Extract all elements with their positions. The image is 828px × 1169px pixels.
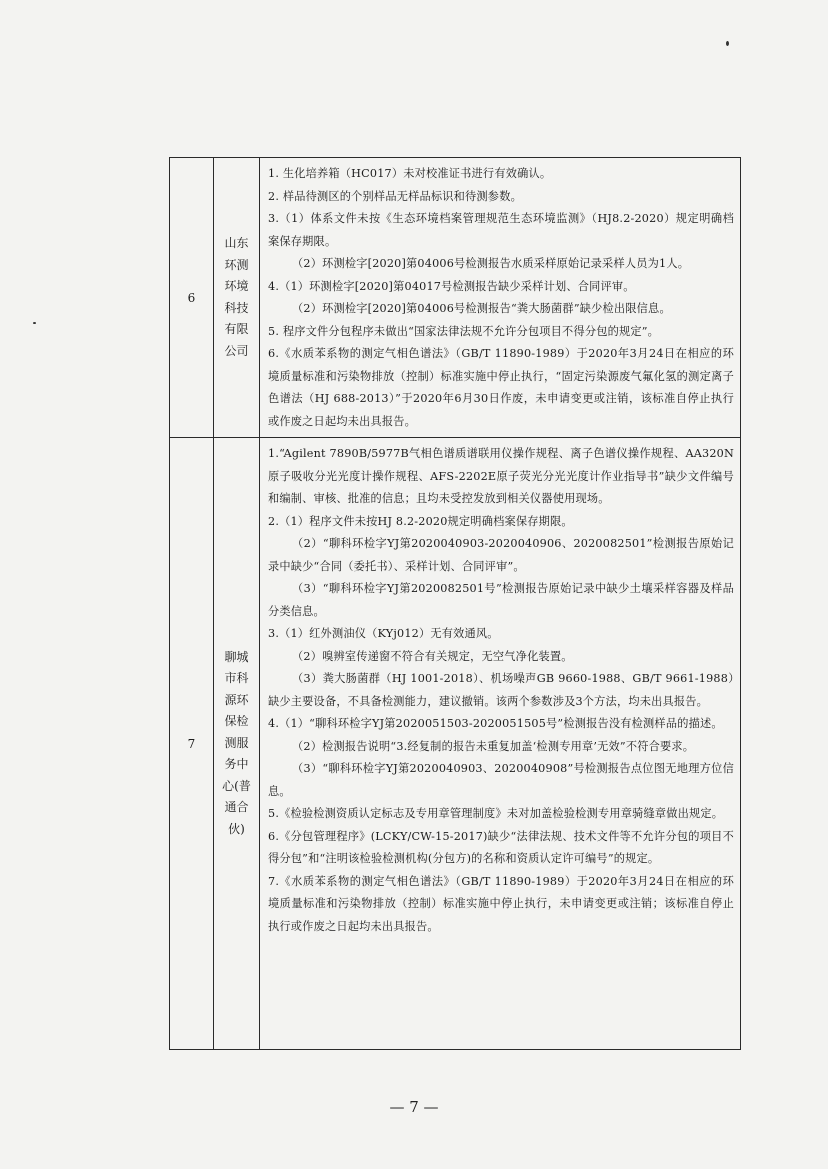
issue-item: 5. 程序文件分包程序未做出“国家法律法规不允许分包项目不得分包的规定”。 (268, 324, 660, 338)
issues-cell (260, 158, 741, 438)
issue-item: （3）“聊科环检字YJ第2020082501号”检测报告原始记录中缺少土壤采样容器及样品分类信息。 (268, 582, 734, 618)
org-line: 测服 (224, 735, 249, 750)
row-number: 7 (170, 438, 214, 1050)
issue-item: 2.（1）程序文件未按HJ 8.2-2020规定明确档案保存期限。 (268, 514, 573, 528)
issue-item: 4.（1）“聊科环检字YJ第2020051503-2020051505号”检测报告没有检测样品的描述。 (268, 717, 723, 730)
org-line: 务中 (224, 757, 249, 772)
org-line: 有限 (224, 322, 249, 336)
org-line: 环境 (224, 279, 249, 293)
issue-item: 1. 生化培养箱（HC017）未对校准证书进行有效确认。 (268, 167, 552, 180)
org-line: 山东 (224, 236, 249, 250)
org-line: 公司 (224, 343, 249, 358)
org-line: 聊城 (224, 649, 249, 664)
issue-item: （2）环测检字[2020]第04006号检测报告水质采样原始记录采样人员为1人。 (292, 257, 690, 270)
issue-item: 6.《水质苯系物的测定气相色谱法》（GB/T 11890-1989）于2020年3月24日在相应的环境质量标准和污染物排放（控制）标准实施中停止执行，“固定污染源废气氟化氢的测定离子色谱法（HJ 688-2013）”于2020年6月30日作废，未申请变更或注销，该标准自停止执行或作废之日起均未出具报告。 (268, 347, 734, 428)
issues-cell (260, 438, 741, 1050)
issue-item: 5.《检验检测资质认定标志及专用章管理制度》未对加盖检验检测专用章骑缝章做出规定。 (268, 807, 724, 820)
org-line: 科技 (224, 300, 249, 315)
org-line: 源环 (224, 692, 249, 707)
issue-item: 3.（1）红外测油仪（KYj012）无有效通风。 (268, 627, 499, 640)
table-row (170, 438, 741, 1050)
table-row (170, 158, 741, 438)
issue-item: （2）环测检字[2020]第04006号检测报告“粪大肠菌群”缺少检出限信息。 (292, 302, 671, 315)
issue-item: （2）嗅辨室传递窗不符合有关规定，无空气净化装置。 (292, 649, 573, 663)
organization-name (214, 158, 260, 438)
issue-item: （3）“聊科环检字YJ第2020040903、2020040908”号检测报告点位图无地理方位信息。 (268, 762, 734, 798)
issue-item: （2）“聊科环检字YJ第2020040903-2020040906、2020082501”检测报告原始记录中缺少“合同（委托书）、采样计划、合同评审”。 (268, 537, 734, 573)
issue-item: 4.（1）环测检字[2020]第04017号检测报告缺少采样计划、合同评审。 (268, 279, 635, 293)
issue-item: （3）粪大肠菌群（HJ 1001-2018）、机场噪声GB 9660-1988、GB/T 9661-1988）缺少主要设备，不具备检测能力，建议撤销。该两个参数涉及3个方法，均未出具报告。 (268, 672, 734, 708)
org-line: 通合 (224, 800, 249, 815)
issue-item: 6.《分包管理程序》(LCKY/CW-15-2017)缺少“法律法规、技术文件等不允许分包的项目不得分包”和“注明该检验检测机构(分包方)的名称和资质认定许可编号”的规定。 (268, 829, 734, 865)
issue-item: 7.《水质苯系物的测定气相色谱法》（GB/T 11890-1989）于2020年3月24日在相应的环境质量标准和污染物排放（控制）标准实施中停止执行，未申请变更或注销；该标准自停止执行或作废之日起均未出具报告。 (268, 874, 734, 933)
row-number: 6 (170, 158, 214, 438)
page-number: — 7 — (389, 1098, 439, 1116)
issue-item: 2. 样品待测区的个别样品无样品标识和待测参数。 (268, 189, 522, 203)
findings-table (169, 157, 741, 1050)
scan-speck (726, 41, 729, 46)
org-line: 心(普 (222, 778, 251, 793)
org-line: 保检 (224, 714, 249, 729)
org-line: 伙) (228, 821, 245, 836)
org-line: 环测 (224, 257, 249, 272)
organization-name (214, 438, 260, 1050)
org-line: 市科 (224, 671, 249, 686)
scan-speck (33, 322, 36, 324)
issue-item: 3.（1）体系文件未按《生态环境档案管理规范生态环境监测》（HJ8.2-2020）规定明确档案保存期限。 (268, 212, 734, 248)
issue-item: 1.“Agilent 7890B/5977B气相色谱质谱联用仪操作规程、离子色谱仪操作规程、AA320N原子吸收分光光度计操作规程、AFS-2202E原子荧光分光光度计作业指导书”缺少文件编号和编制、审核、批准的信息；且均未受控发放到相关仪器使用现场。 (268, 447, 734, 505)
issue-item: （2）检测报告说明“3.经复制的报告未重复加盖‘检测专用章’无效”不符合要求。 (292, 739, 695, 753)
